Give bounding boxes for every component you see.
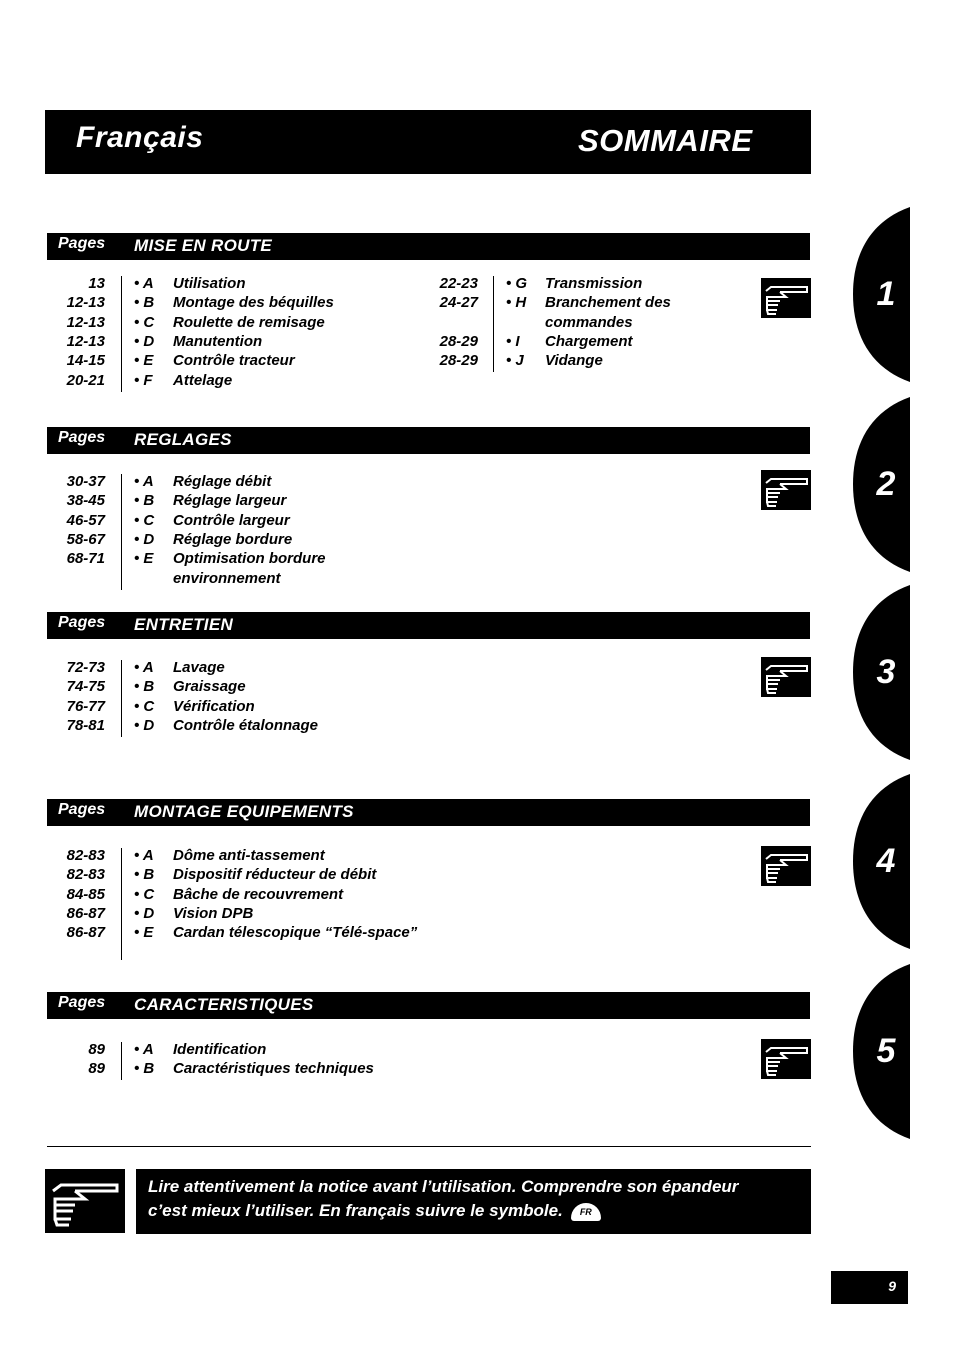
- entry-label: Graissage: [173, 678, 246, 696]
- entry-letter: • E: [134, 550, 154, 568]
- chapter-tab-number: 1: [876, 275, 896, 313]
- entry-pages: 12-13: [66, 313, 105, 331]
- notice-text: [148, 1175, 808, 1223]
- entry-letter: • I: [506, 332, 520, 350]
- page-title: SOMMAIRE: [578, 123, 753, 158]
- entry-pages: 20-21: [66, 371, 105, 389]
- pages-label: Pages: [58, 614, 106, 631]
- entry-letter: • D: [134, 332, 155, 350]
- toc-entry[interactable]: [0, 274, 760, 293]
- entry-pages: 84-85: [66, 885, 105, 903]
- entry-label: Attelage: [173, 371, 233, 389]
- entry-letter: • B: [134, 866, 155, 884]
- entry-label: Optimisation bordure: [173, 550, 326, 568]
- entry-label: Vérification: [173, 697, 255, 715]
- footer-divider: [47, 1146, 811, 1147]
- fr-badge: FR: [571, 1203, 601, 1221]
- entry-pages: 12-13: [66, 294, 105, 312]
- toc-entry[interactable]: [0, 716, 760, 735]
- section-title: CARACTERISTIQUES: [134, 995, 314, 1014]
- toc-entry[interactable]: [0, 658, 760, 677]
- entry-label: Transmission: [545, 275, 643, 292]
- notice-line-2: [148, 1199, 808, 1223]
- entry-letter: • D: [134, 904, 155, 922]
- entry-pages: 13: [88, 275, 105, 292]
- toc-entry[interactable]: [0, 332, 760, 351]
- entry-label: Caractéristiques techniques: [173, 1060, 374, 1078]
- toc-entry[interactable]: [0, 846, 760, 865]
- section-title: MISE EN ROUTE: [134, 236, 273, 255]
- pointing-hand-icon: [761, 470, 811, 510]
- section-title: ENTRETIEN: [134, 615, 234, 634]
- pages-label: Pages: [58, 429, 106, 446]
- entry-label: Montage des béquilles: [173, 294, 334, 312]
- section-header: [47, 799, 810, 826]
- toc-entry[interactable]: [0, 1059, 760, 1078]
- entry-letter: • C: [134, 511, 155, 529]
- toc-entry[interactable]: [0, 865, 760, 884]
- notice-line-1: Lire attentivement la notice avant l’utilisation. Comprendre son épandeur: [148, 1177, 739, 1196]
- entry-label: Branchement des: [545, 294, 671, 312]
- entry-pages: 28-29: [439, 352, 478, 370]
- entry-pages: 72-73: [66, 659, 105, 676]
- toc-entry[interactable]: [0, 530, 760, 549]
- entry-letter: • A: [134, 659, 154, 676]
- toc-entry[interactable]: [0, 491, 760, 510]
- entry-letter: • J: [506, 352, 524, 370]
- language-title: Français: [76, 121, 204, 154]
- entry-letter: • C: [134, 885, 155, 903]
- entry-label: Identification: [173, 1041, 267, 1058]
- entry-label: commandes: [545, 313, 633, 331]
- entry-letter: • H: [506, 294, 527, 312]
- entry-pages: 24-27: [439, 294, 478, 312]
- toc-entry[interactable]: [0, 351, 760, 370]
- toc-entry[interactable]: [0, 1040, 760, 1059]
- entry-letter: • C: [134, 697, 155, 715]
- pointing-hand-icon: [761, 278, 811, 318]
- chapter-tab-number: 4: [876, 842, 896, 880]
- entry-pages: 58-67: [66, 530, 105, 548]
- entry-pages: 68-71: [66, 550, 105, 568]
- entry-pages: 14-15: [66, 352, 105, 370]
- entry-letter: • A: [134, 1041, 154, 1058]
- entry-pages: 30-37: [66, 473, 105, 490]
- entry-letter: • B: [134, 1060, 155, 1078]
- entry-label: Réglage bordure: [173, 530, 293, 548]
- entry-pages: 89: [88, 1060, 105, 1078]
- section-header: [47, 992, 810, 1019]
- entry-pages: 28-29: [439, 332, 478, 350]
- entry-label: environnement: [173, 569, 281, 587]
- chapter-tab-4[interactable]: [848, 774, 910, 949]
- pages-label: Pages: [58, 994, 106, 1011]
- page-number: 9: [888, 1278, 896, 1294]
- pointing-hand-icon: [761, 657, 811, 697]
- entry-label: Contrôle étalonnage: [173, 716, 319, 734]
- entry-letter: • A: [134, 473, 154, 490]
- toc-entry[interactable]: [0, 677, 760, 696]
- entry-pages: 74-75: [66, 678, 105, 696]
- toc-entry[interactable]: [0, 697, 760, 716]
- pointing-hand-icon: [761, 1039, 811, 1079]
- toc-entry[interactable]: [0, 371, 760, 390]
- notice-box: [136, 1169, 811, 1234]
- entry-label: Contrôle largeur: [173, 511, 290, 529]
- section-title: MONTAGE EQUIPEMENTS: [134, 802, 354, 821]
- chapter-tab-3[interactable]: [848, 585, 910, 760]
- toc-entry[interactable]: [0, 885, 760, 904]
- pages-label: Pages: [58, 235, 106, 252]
- pages-label: Pages: [58, 801, 106, 818]
- section-header: [47, 612, 810, 639]
- entry-pages: 78-81: [66, 716, 105, 734]
- entry-pages: 46-57: [66, 511, 105, 529]
- toc-entry[interactable]: [0, 313, 760, 332]
- entry-pages: 82-83: [66, 847, 105, 864]
- entry-label: Dispositif réducteur de débit: [173, 866, 377, 884]
- entry-letter: • B: [134, 678, 155, 696]
- entry-label: Vision DPB: [173, 904, 254, 922]
- entry-letter: • A: [134, 847, 154, 864]
- entry-pages: 86-87: [66, 904, 105, 922]
- entry-label: Vidange: [545, 352, 603, 370]
- entry-pages: 22-23: [439, 275, 478, 292]
- chapter-tab-number: 3: [876, 653, 896, 691]
- chapter-tab-number: 2: [876, 465, 896, 503]
- section-header: [47, 233, 810, 260]
- entry-letter: • B: [134, 492, 155, 510]
- entry-label: Cardan télescopique “Télé-space”: [173, 924, 418, 942]
- entry-label: Bâche de recouvrement: [173, 885, 344, 903]
- chapter-tab-number: 5: [876, 1032, 896, 1070]
- chapter-tab-1[interactable]: [848, 207, 910, 382]
- entry-label: Utilisation: [173, 275, 246, 292]
- entry-pages: 76-77: [66, 697, 105, 715]
- entry-letter: • G: [506, 275, 528, 292]
- entry-label: Chargement: [545, 332, 633, 350]
- entry-letter: • A: [134, 275, 154, 292]
- entry-pages: 89: [88, 1041, 105, 1058]
- entry-label: Manutention: [173, 332, 263, 350]
- pointing-hand-icon: [761, 846, 811, 886]
- entry-pages: 12-13: [66, 332, 105, 350]
- chapter-tab-2[interactable]: [848, 397, 910, 572]
- page-number-box: [831, 1271, 908, 1304]
- entry-letter: • E: [134, 352, 154, 370]
- pointing-hand-icon: [45, 1169, 125, 1233]
- entry-label: Réglage débit: [173, 473, 272, 490]
- toc-entry[interactable]: [0, 904, 760, 923]
- entry-letter: • F: [134, 371, 153, 389]
- entry-label: Lavage: [173, 659, 225, 676]
- entry-pages: 38-45: [66, 492, 105, 510]
- entry-label: Réglage largeur: [173, 492, 287, 510]
- entry-letter: • E: [134, 924, 154, 942]
- entry-label: Contrôle tracteur: [173, 352, 295, 370]
- toc-entry[interactable]: [0, 511, 760, 530]
- notice-line-2-text: c’est mieux l’utiliser. En français suivre le symbole.: [148, 1201, 563, 1220]
- entry-pages: 86-87: [66, 924, 105, 942]
- entry-letter: • C: [134, 313, 155, 331]
- entry-letter: • D: [134, 716, 155, 734]
- section-title: REGLAGES: [134, 430, 232, 449]
- entry-label: Roulette de remisage: [173, 313, 325, 331]
- entry-label: Dôme anti-tassement: [173, 847, 325, 864]
- entry-letter: • B: [134, 294, 155, 312]
- toc-entry[interactable]: [0, 549, 760, 568]
- section-header: [47, 427, 810, 454]
- chapter-tab-5[interactable]: [848, 964, 910, 1139]
- entry-letter: • D: [134, 530, 155, 548]
- toc-entry[interactable]: [0, 472, 760, 491]
- toc-entry[interactable]: [0, 923, 760, 942]
- toc-entry[interactable]: [0, 569, 760, 588]
- toc-entry[interactable]: [0, 293, 760, 312]
- entry-pages: 82-83: [66, 866, 105, 884]
